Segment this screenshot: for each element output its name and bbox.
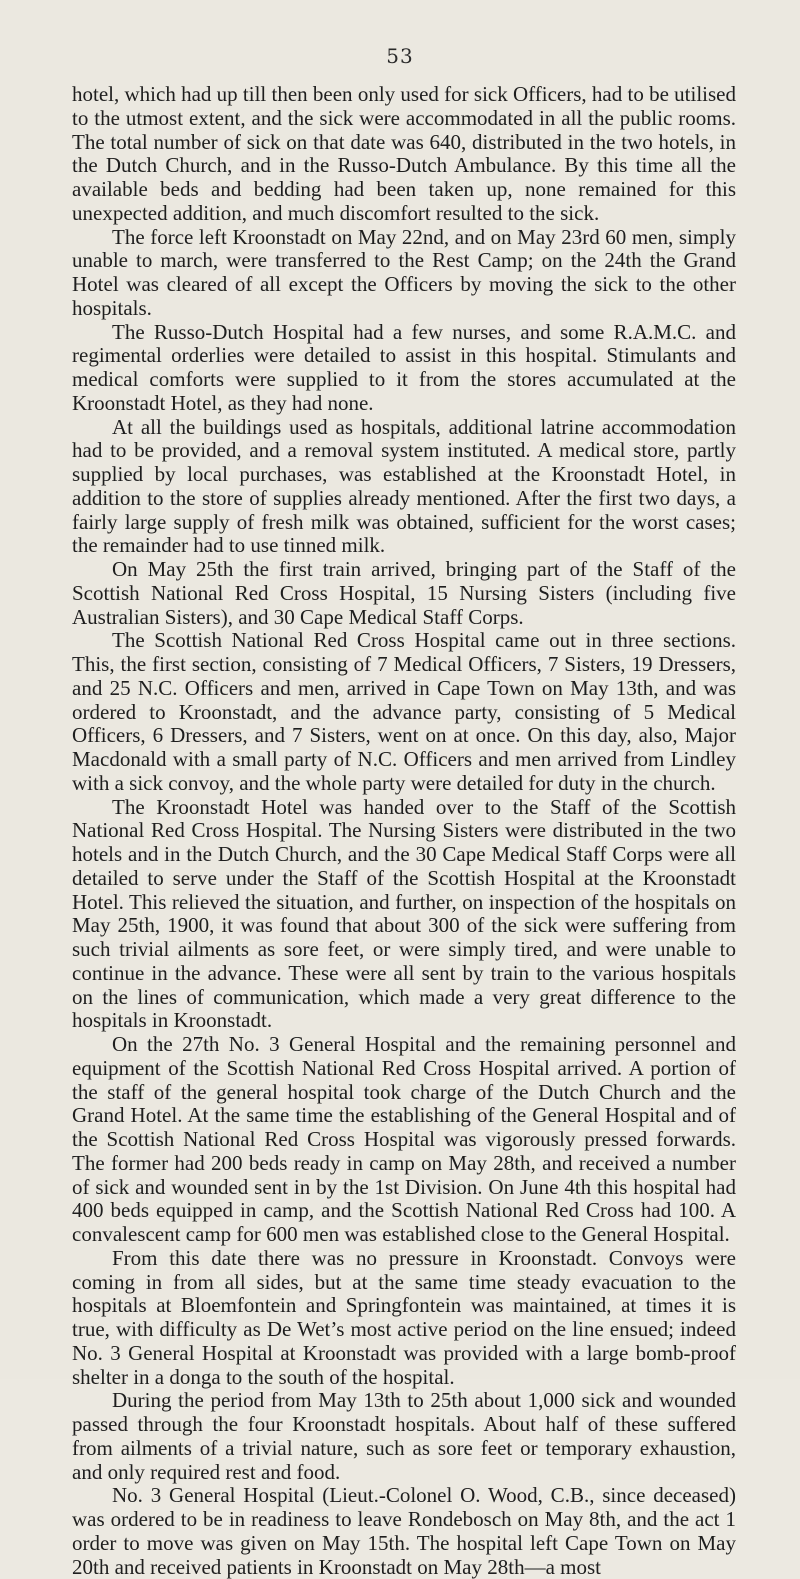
body-text (72, 83, 736, 1579)
paragraph: During the period from May 13th to 25th about 1,000 sick and wounded passed through the four Kroonstadt hospitals. About half of these suffered from ailments of a trivial nature, such as sore feet or temporary exhaustion, and only required rest and food. (72, 1388, 736, 1484)
paragraph: hotel, which had up till then been only used for sick Officers, had to be utilised to the utmost extent, and the sick were accommodated in all the public rooms. The total number of sick on that date was 640, distributed in the two hotels, in the Dutch Church, and in the Russo-Dutch Ambulance. By this time all the available beds and bedding had been taken up, none remained for this unexpected addition, and much discomfort resulted to the sick. (72, 82, 736, 225)
paragraph: The Russo-Dutch Hospital had a few nurses, and some R.A.M.C. and regimental orderlies were detailed to assist in this hospital. Stimulants and medical comforts were supplied to it from the stores accumulated at the Kroonstadt Hotel, as they had none. (72, 319, 736, 415)
paragraph: On May 25th the first train arrived, bringing part of the Staff of the Scottish National Red Cross Hospital, 15 Nursing Sisters (including five Australian Sisters), and 30 Cape Medical Staff Corps. (72, 557, 736, 629)
paragraph: The Kroonstadt Hotel was handed over to the Staff of the Scottish National Red Cross Hospital. The Nursing Sisters were distributed in the two hotels and in the Dutch Church, and the 30 Cape Medical Staff Corps were all detailed to serve under the Staff of the Scottish Hospital at the Kroonstadt Hotel. This relieved the situation, and further, on inspection of the hospitals on May 25th, 1900, it was found that about 300 of the sick were suffering from such trivial ailments as sore feet, or were simply tired, and were unable to continue in the advance. These were all sent by train to the various hospitals on the lines of communication, which made a very great difference to the hospitals in Kroonstadt. (72, 794, 736, 1033)
paragraph: From this date there was no pressure in Kroonstadt. Convoys were coming in from all sides, but at the same time steady evacuation to the hospitals at Bloemfontein and Springfontein was maintained, at times it is true, with difficulty as De Wet’s most active period on the line ensued; indeed No. 3 General Hospital at Kroonstadt was provided with a large bomb-proof shelter in a donga to the south of the hospital. (72, 1245, 736, 1389)
page-number: 53 (386, 44, 414, 68)
paragraph: No. 3 General Hospital (Lieut.-Colonel O. Wood, C.B., since deceased) was ordered to be in readiness to leave Rondebosch on May 8th, and the act 1 order to move was given on May 15th. The hospital left Cape Town on May 20th and received patients in Kroonstadt on May 28th—a most (72, 1483, 736, 1579)
paragraph: At all the buildings used as hospitals, additional latrine accommodation had to be provided, and a removal system instituted. A medical store, partly supplied by local purchases, was established at the Kroonstadt Hotel, in addition to the store of supplies already mentioned. After the first two days, a fairly large supply of fresh milk was obtained, sufficient for the worst cases; the remainder had to use tinned milk. (72, 414, 736, 558)
paragraph: The Scottish National Red Cross Hospital came out in three sections. This, the first section, consisting of 7 Medical Officers, 7 Sisters, 19 Dressers, and 25 N.C. Officers and men, arrived in Cape Town on May 13th, and was ordered to Kroonstadt, and the advance party, consisting of 5 Medical Officers, 6 Dressers, and 7 Sisters, went on at once. On this day, also, Major Macdonald with a small party of N.C. Officers and men arrived from Lindley with a sick convoy, and the whole party were detailed for duty in the church. (72, 628, 736, 795)
paragraph: On the 27th No. 3 General Hospital and the remaining personnel and equipment of the Scottish National Red Cross Hospital arrived. A portion of the staff of the general hospital took charge of the Dutch Church and the Grand Hotel. At the same time the establishing of the General Hospital and of the Scottish National Red Cross Hospital was vigorously pressed forwards. The former had 200 beds ready in camp on May 28th, and received a number of sick and wounded sent in by the 1st Division. On June 4th this hospital had 400 beds equipped in camp, and the Scottish National Red Cross had 100. A convalescent camp for 600 men was established close to the General Hospital. (72, 1032, 736, 1246)
paragraph: The force left Kroonstadt on May 22nd, and on May 23rd 60 men, simply unable to march, were transferred to the Rest Camp; on the 24th the Grand Hotel was cleared of all except the Officers by moving the sick to the other hospitals. (72, 224, 736, 320)
